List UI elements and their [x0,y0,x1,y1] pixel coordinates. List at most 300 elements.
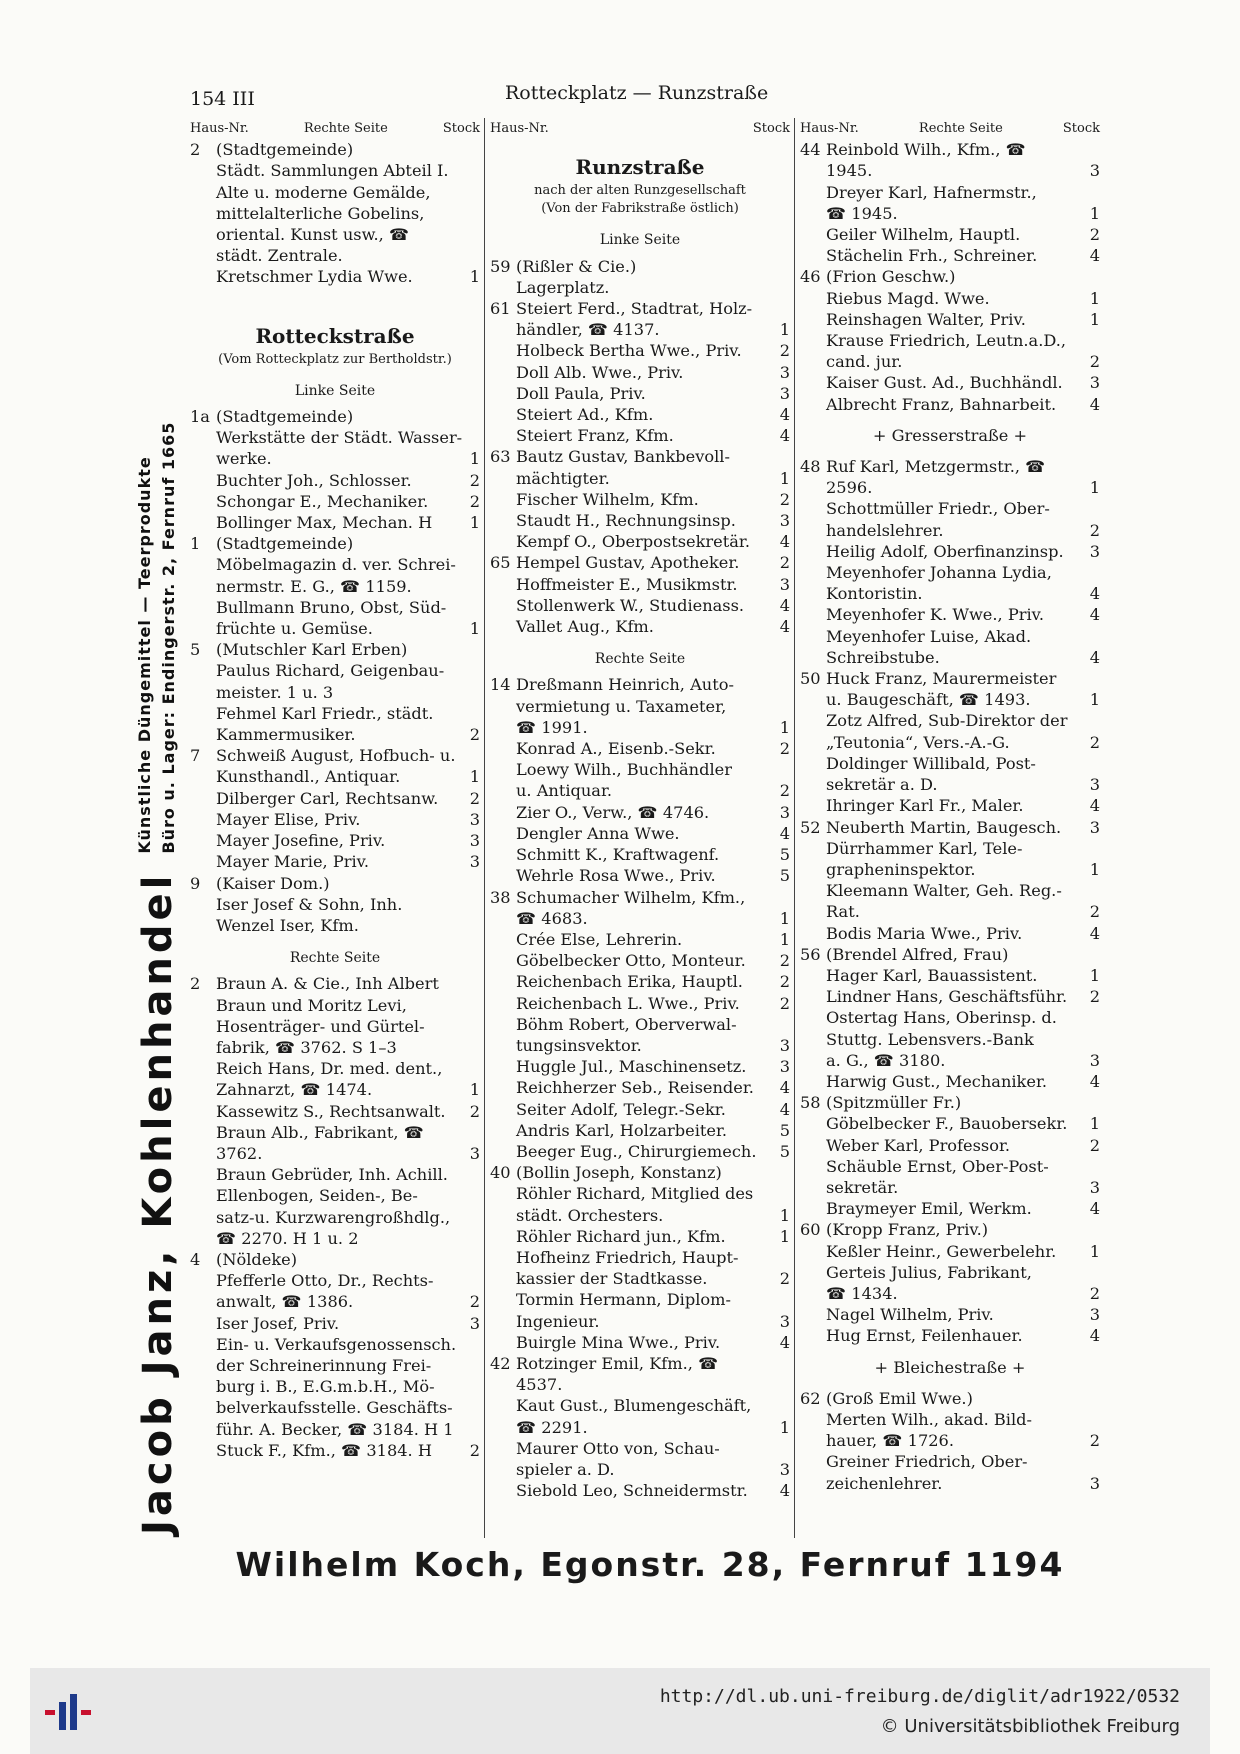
floor-number: 4 [779,595,790,615]
entry-text: Steiert Ferd., Stadtrat, Holz- händler, ☎ 4137. [516,299,753,340]
directory-entry [800,245,1100,266]
house-number [490,362,516,383]
floor-number: 4 [1089,923,1100,943]
house-number [490,1332,516,1353]
directory-entry [490,887,790,929]
entry-text: Städt. Sammlungen Abteil I. Alte u. moderne Gemälde, mittelalterliche Gobelins, oriental. Kunst usw., ☎ städt. Zentrale. [216,161,449,266]
floor-number: 2 [469,1101,480,1121]
entry-text: Paulus Richard, Geigenbau- meister. 1 u. 3 [216,661,445,702]
house-number [490,802,516,823]
house-number: 58 [800,1093,821,1113]
house-number [190,160,216,266]
directory-entry [800,1262,1100,1304]
floor-number: 1 [1089,965,1100,985]
floor-number: 2 [779,1269,790,1289]
floor-number: 1 [1089,478,1100,498]
house-number: 40 [490,1163,511,1183]
cross-street: + Gresserstraße + [872,425,1028,445]
side-label: Rechte Seite [289,950,381,967]
column-header [190,118,480,139]
entry-text: (Groß Emil Wwe.) [826,1388,973,1408]
house-number: 63 [490,447,511,467]
directory-entry [800,1219,1100,1240]
entry-text: Geiler Wilhelm, Hauptl. [826,225,1021,245]
column-header-label: Haus-Nr. [190,121,249,136]
house-number [490,595,516,616]
floor-number: 4 [1089,1199,1100,1219]
floor-number: 4 [1089,584,1100,604]
house-number [800,1135,826,1156]
entry-text: Rotzinger Emil, Kfm., ☎ 4537. [516,1353,719,1395]
floor-number: 1 [779,320,790,340]
floor-number: 3 [469,1313,480,1333]
entry-text: (Bollin Joseph, Konstanz) [516,1163,722,1183]
directory-entry [800,668,1100,710]
column-header-label: Stock [1062,121,1100,136]
entry-text: Kaut Gust., Blumengeschäft, ☎ 2291. [516,1396,752,1437]
floor-number: 2 [779,739,790,759]
street-heading: Runzstraße [575,155,705,180]
directory-entry [490,865,790,886]
directory-entry [800,923,1100,944]
entry-text: Stollenwerk W., Studienass. [516,595,745,615]
entry-text: Fischer Wilhelm, Kfm. [516,489,699,509]
house-number [490,1247,516,1289]
house-number [800,245,826,266]
floor-number: 2 [779,993,790,1013]
entry-text: Ein- u. Verkaufsgenossensch. der Schreinerinnung Frei- burg i. B., E.G.m.b.H., Mö- belverkaufsstelle. Geschäfts- führ. A. Becker, ☎ 3184. H 1 [216,1334,457,1439]
floor-number: 3 [1089,1177,1100,1197]
directory-entry [490,1056,790,1077]
directory-entry [490,802,790,823]
house-number [490,1395,516,1437]
floor-number: 3 [779,574,790,594]
floor-number: 2 [469,788,480,808]
floor-number: 5 [779,1141,790,1161]
floor-number: 2 [469,1440,480,1460]
column-header-label: Haus-Nr. [800,121,859,136]
house-number: 46 [800,267,821,287]
house-number [490,929,516,950]
directory-entry [800,1156,1100,1198]
house-number [800,288,826,309]
floor-number: 2 [1089,225,1100,245]
entry-text: Reich Hans, Dr. med. dent., Zahnarzt, ☎ 1474. [216,1059,443,1100]
house-number: 56 [800,944,821,964]
directory-entry [800,330,1100,372]
entry-text: Huggle Jul., Maschinensetz. [516,1057,747,1077]
entry-text: Konrad A., Eisenb.-Sekr. [516,739,716,759]
entry-text: Röhler Richard, Mitglied des städt. Orchesters. [516,1184,754,1225]
directory-entry [190,973,480,1058]
house-number [800,838,826,880]
side-label: Linke Seite [294,382,376,399]
directory-entry [800,1071,1100,1092]
directory-entry [190,470,480,491]
floor-number: 3 [469,831,480,851]
house-number [190,1164,216,1249]
directory-entry [190,660,480,702]
house-number [800,1325,826,1346]
house-number [190,554,216,596]
directory-entry [490,574,790,595]
house-number [800,1007,826,1071]
directory-entry [490,256,790,298]
floor-number: 3 [1089,1305,1100,1325]
house-number [490,404,516,425]
entry-text: Meyenhofer Luise, Akad. Schreibstube. [826,626,1032,667]
house-number [490,510,516,531]
entry-text: Dürrhammer Karl, Tele- grapheninspektor. [826,838,1023,879]
floor-number: 3 [1089,817,1100,837]
house-number [190,1313,216,1334]
entry-text: Fehmel Karl Friedr., städt. Kammermusiker. [216,703,434,745]
directory-entry [490,823,790,844]
entry-text: Buchter Joh., Schlosser. [216,470,412,490]
entry-text: Weber Karl, Professor. [826,1135,1011,1155]
column-left [190,118,480,1461]
entry-text: Meyenhofer K. Wwe., Priv. [826,605,1045,625]
entry-text: Doldinger Willibald, Post- sekretär a. D. [826,753,1036,795]
house-number [490,1099,516,1120]
entry-text: Hoffmeister E., Musikmstr. [516,574,738,594]
house-number: 9 [190,873,201,893]
entry-text: Stächelin Frh., Schreiner. [826,246,1038,266]
entry-text: Pfefferle Otto, Dr., Rechts- anwalt, ☎ 1386. [216,1271,434,1312]
directory-entry [800,288,1100,309]
house-number [800,1262,826,1304]
floor-number: 3 [1089,541,1100,561]
directory-entry [490,404,790,425]
floor-number: 4 [779,1481,790,1501]
copyright-notice: © Universitätsbibliothek Freiburg [880,1716,1180,1737]
house-number [800,965,826,986]
directory-entry [490,1480,790,1501]
entry-text: Riebus Magd. Wwe. [826,288,990,308]
entry-text: Tormin Hermann, Diplom- Ingenieur. [516,1290,731,1331]
house-number [190,830,216,851]
entry-text: Siebold Leo, Schneidermstr. [516,1481,748,1501]
floor-number: 2 [779,341,790,361]
floor-number: 2 [469,725,480,745]
entry-text: (Frion Geschw.) [826,267,956,287]
house-number [190,266,216,287]
entry-text: (Kropp Franz, Priv.) [826,1220,989,1240]
floor-number: 2 [779,489,790,509]
house-number [490,1480,516,1501]
directory-entry [800,1409,1100,1451]
house-number: 50 [800,669,821,689]
directory-entry [490,510,790,531]
directory-entry [800,944,1100,965]
floor-number: 1 [469,619,480,639]
directory-entry [490,1141,790,1162]
house-number [800,498,826,540]
floor-number: 1 [469,1080,480,1100]
directory-entry [490,489,790,510]
directory-entry [490,1289,790,1331]
house-number [190,660,216,702]
floor-number: 5 [779,845,790,865]
directory-entry [190,873,480,894]
column-header-label: Rechte Seite [303,121,388,136]
directory-entry [490,1438,790,1480]
directory-entry [190,406,480,427]
house-number: 44 [800,140,821,160]
entry-text: (Rißler & Cie.) Lagerplatz. [516,256,637,297]
directory-entry [490,759,790,801]
floor-number: 1 [1089,859,1100,879]
house-number [800,604,826,625]
house-number [490,1289,516,1331]
floor-number: 3 [469,852,480,872]
source-url[interactable]: http://dl.ub.uni-freiburg.de/diglit/adr1922/0532 [659,1686,1180,1707]
column-header-label: Haus-Nr. [490,121,549,136]
floor-number: 2 [469,470,480,490]
floor-number: 4 [1089,394,1100,414]
directory-entry [190,139,480,160]
house-number [490,1014,516,1056]
house-number [190,1270,216,1312]
floor-number: 3 [469,809,480,829]
entry-text: Huck Franz, Maurermeister u. Baugeschäft, ☎ 1493. [826,669,1057,710]
house-number [800,986,826,1007]
entry-text: Reinshagen Walter, Priv. [826,309,1026,329]
directory-entry [490,340,790,361]
house-number [800,224,826,245]
entry-text: Lindner Hans, Geschäftsführ. [826,987,1068,1007]
house-number [490,616,516,637]
house-number: 7 [190,746,201,766]
house-number [800,394,826,415]
floor-number: 1 [469,449,480,469]
entry-text: (Nöldeke) [216,1249,298,1269]
entry-text: Crée Else, Lehrerin. [516,929,683,949]
entry-text: Merten Wilh., akad. Bild- hauer, ☎ 1726. [826,1409,1032,1451]
floor-number: 3 [779,802,790,822]
entry-text: (Kaiser Dom.) [216,873,330,893]
entry-text: Staudt H., Rechnungsinsp. [516,511,736,531]
house-number [490,1438,516,1480]
entry-text: Maurer Otto von, Schau- spieler a. D. [516,1438,720,1479]
directory-entry [800,1092,1100,1113]
house-number [190,597,216,639]
house-number [190,427,216,469]
directory-entry [190,1249,480,1270]
floor-number: 1 [1089,288,1100,308]
floor-number: 4 [779,1332,790,1352]
floor-number: 1 [1089,203,1100,223]
entry-text: Stuck F., Kfm., ☎ 3184. H [216,1440,432,1460]
directory-entry [490,1077,790,1098]
house-number [490,844,516,865]
street-heading: Rotteckstraße [255,323,415,348]
floor-number: 1 [779,1417,790,1437]
side-label: Linke Seite [599,232,681,249]
floor-number: 5 [779,1120,790,1140]
house-number: 5 [190,640,201,660]
directory-entry [190,851,480,872]
directory-entry [190,1313,480,1334]
directory-entry [190,830,480,851]
directory-entry [490,362,790,383]
house-number [800,182,826,224]
directory-entry [800,394,1100,415]
directory-entry [800,710,1100,752]
directory-entry [190,1101,480,1122]
cross-street: + Bleichestraße + [874,1357,1026,1377]
house-number [490,574,516,595]
directory-entry [190,1122,480,1164]
house-number [190,1334,216,1440]
entry-text: Braun Gebrüder, Inh. Achill. Ellenbogen, Seiden-, Be- satz-u. Kurzwarengroßhdlg., ☎ 2270. H 1 u. 2 [216,1165,451,1248]
floor-number: 3 [779,1035,790,1055]
entry-text: Holbeck Bertha Wwe., Priv. [516,341,742,361]
directory-entry [490,971,790,992]
house-number: 61 [490,299,511,319]
house-number [490,1226,516,1247]
entry-text: Albrecht Franz, Bahnarbeit. [826,394,1057,414]
entry-text: Ostertag Hans, Oberinsp. d. Stuttg. Lebensvers.-Bank a. G., ☎ 3180. [826,1008,1057,1070]
entry-text: Reichenbach L. Wwe., Priv. [516,993,740,1013]
directory-entry [490,1353,790,1395]
directory-entry [190,597,480,639]
directory-entry [490,1395,790,1437]
entry-text: Ihringer Karl Fr., Maler. [826,796,1024,816]
entry-text: Bodis Maria Wwe., Priv. [826,923,1023,943]
directory-entry [490,446,790,488]
floor-number: 4 [1089,647,1100,667]
house-number [490,340,516,361]
side-ad-main: Jacob Janz, Kohlenhandel [135,871,181,1535]
house-number [490,865,516,886]
directory-entry [800,753,1100,795]
house-number [800,626,826,668]
entry-text: Dreyer Karl, Hafnermstr., ☎ 1945. [826,182,1037,223]
directory-entry [800,224,1100,245]
column-header [490,118,790,139]
floor-number: 3 [779,362,790,382]
house-number [490,1120,516,1141]
directory-entry [190,809,480,830]
entry-text: Schmitt K., Kraftwagenf. [516,845,720,865]
house-number [800,880,826,922]
directory-entry [190,1334,480,1440]
floor-number: 4 [779,1099,790,1119]
entry-text: Zotz Alfred, Sub-Direktor der „Teutonia“, Vers.-A.-G. [826,711,1068,752]
directory-entry [800,1241,1100,1262]
directory-entry [490,1183,790,1225]
house-number [490,823,516,844]
directory-entry [190,160,480,266]
entry-text: Böhm Robert, Oberverwal- tungsinsvektor. [516,1014,737,1055]
floor-number: 2 [1089,732,1100,752]
floor-number: 1 [779,468,790,488]
house-number [490,1183,516,1225]
floor-number: 1 [469,513,480,533]
directory-entry [190,639,480,660]
page-number: 154 III [190,88,255,110]
entry-text: Reinbold Wilh., Kfm., ☎ 1945. [826,140,1026,181]
floor-number: 1 [779,1205,790,1225]
column-divider [484,118,485,1538]
floor-number: 4 [1089,1071,1100,1091]
directory-entry [490,1120,790,1141]
entry-text: Reichherzer Seb., Reisender. [516,1078,754,1098]
side-advertisement [132,115,192,1535]
entry-text: Kassewitz S., Rechtsanwalt. [216,1101,446,1121]
directory-entry [490,531,790,552]
entry-text: Gerteis Julius, Fabrikant, ☎ 1434. [826,1262,1032,1303]
house-number: 4 [190,1249,201,1269]
house-number [490,993,516,1014]
directory-entry [800,541,1100,562]
entry-text: Bullmann Bruno, Obst, Süd- früchte u. Gemüse. [216,597,447,639]
entry-text: Mayer Josefine, Priv. [216,831,386,851]
entry-text: Harwig Gust., Mechaniker. [826,1071,1048,1091]
house-number [490,738,516,759]
floor-number: 3 [779,383,790,403]
floor-number: 4 [779,405,790,425]
directory-entry [800,1451,1100,1493]
directory-entry [490,1162,790,1183]
directory-entry [800,1113,1100,1134]
house-number [190,809,216,830]
directory-entry [490,674,790,738]
directory-entry [490,595,790,616]
directory-entry [490,1247,790,1289]
house-number [800,1409,826,1451]
directory-entry [190,533,480,554]
floor-number: 2 [1089,987,1100,1007]
floor-number: 4 [1089,246,1100,266]
entry-text: Greiner Friedrich, Ober- zeichenlehrer. [826,1452,1028,1493]
entry-text: Neuberth Martin, Baugesch. [826,817,1062,837]
column-header-label: Stock [752,121,790,136]
floor-number: 1 [469,767,480,787]
floor-number: 1 [1089,309,1100,329]
directory-entry [190,427,480,469]
footer-advertisement: Wilhelm Koch, Egonstr. 28, Fernruf 1194 [235,1545,1065,1584]
floor-number: 2 [1089,352,1100,372]
floor-number: 1 [1089,690,1100,710]
house-number [190,703,216,745]
side-label: Rechte Seite [594,651,686,668]
entry-text: (Stadtgemeinde) [216,407,354,427]
entry-text: Zier O., Verw., ☎ 4746. [516,802,710,822]
house-number [190,512,216,533]
directory-entry [190,1164,480,1249]
floor-number: 1 [779,717,790,737]
entry-text: Möbelmagazin d. ver. Schrei- nermstr. E. G., ☎ 1159. [216,555,456,596]
entry-text: Dengler Anna Wwe. [516,823,680,843]
house-number [490,950,516,971]
house-number: 2 [190,974,201,994]
house-number [800,1198,826,1219]
house-number [800,1113,826,1134]
directory-entry [800,498,1100,540]
directory-entry [190,1058,480,1100]
entry-text: Mayer Marie, Priv. [216,852,370,872]
street-subtitle: (Vom Rotteckplatz zur Bertholdstr.) [218,351,452,367]
entry-text: (Brendel Alfred, Frau) [826,944,1009,964]
floor-number: 2 [1089,1135,1100,1155]
entry-text: Meyenhofer Johanna Lydia, Kontoristin. [826,563,1052,604]
house-number [190,894,216,936]
directory-entry [490,616,790,637]
directory-entry [800,965,1100,986]
directory-entry [190,1440,480,1461]
